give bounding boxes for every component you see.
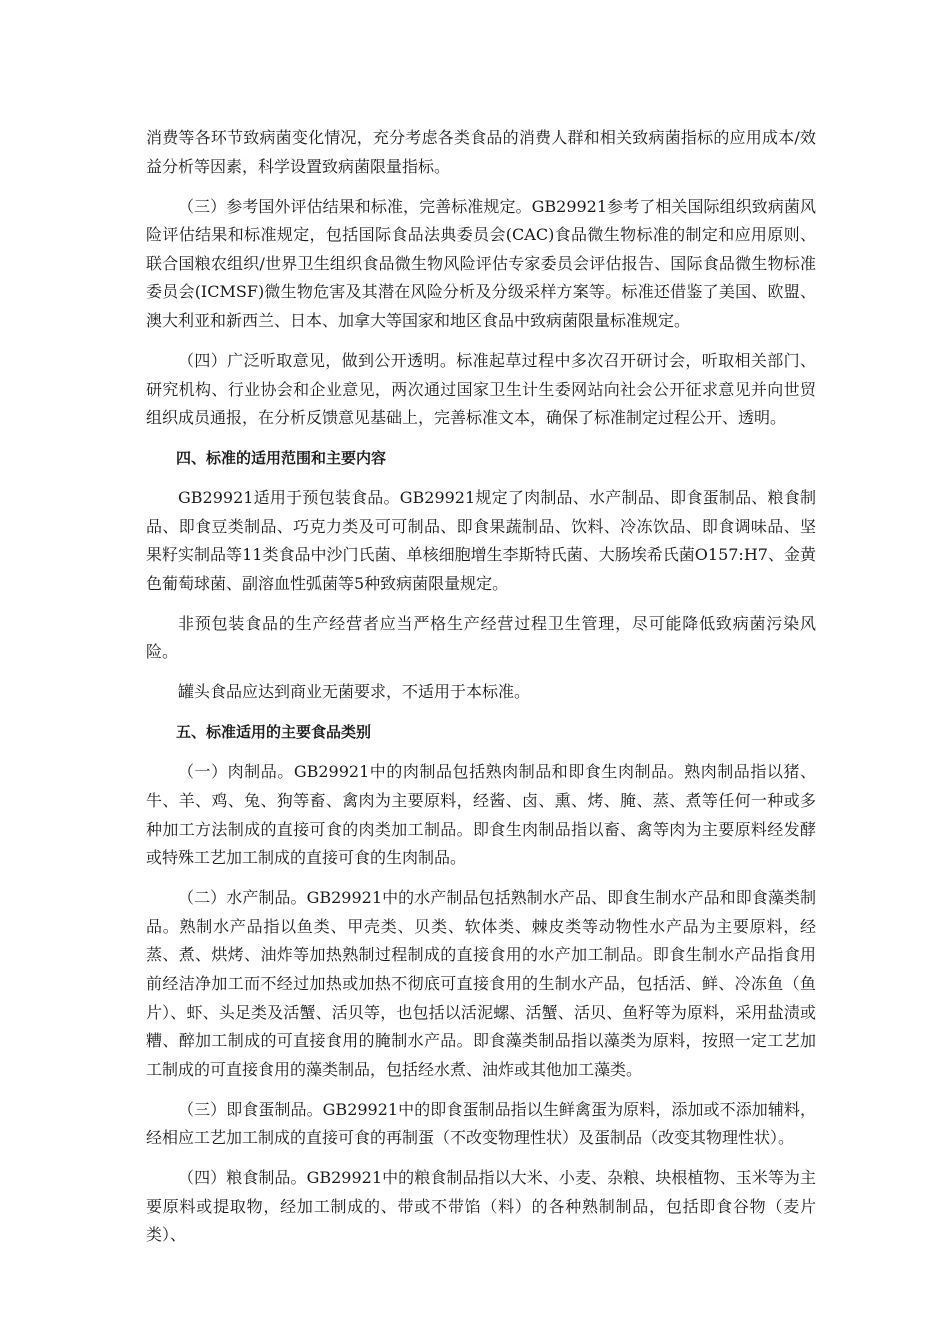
paragraph-reference-foreign-standards: （三）参考国外评估结果和标准，完善标准规定。GB29921参考了相关国际组织致病菌风险评估结果和标准规定，包括国际食品法典委员会(CAC)食品微生物标准的制定和应用原则、联合国粮农组织/世界卫生组织食品微生物风险评估专家委员会评估报告、国际食品微生物标准委员会(ICMSF)微生物危害及其潜在风险分析及分级采样方案等。标准还借鉴了美国、欧盟、澳大利亚和新西兰、日本、加拿大等国家和地区食品中致病菌限量标准规定。 <box>146 196 816 330</box>
paragraph-public-consultation: （四）广泛听取意见，做到公开透明。标准起草过程中多次召开研讨会，听取相关部门、研究机构、行业协会和企业意见，两次通过国家卫生计生委网站向社会公开征求意见并向世贸组织成员通报，在分析反馈意见基础上，完善标准文本，确保了标准制定过程公开、透明。 <box>146 350 816 428</box>
paragraph-grain-products: （四）粮食制品。GB29921中的粮食制品指以大米、小麦、杂粮、块根植物、玉米等为主要原料或提取物，经加工制成的、带或不带馅（料）的各种熟制制品，包括即食谷物（麦片类）、 <box>146 1168 816 1245</box>
section-heading-food-categories: 五、标准适用的主要食品类别 <box>176 723 372 742</box>
paragraph-canned-food: 罐头食品应达到商业无菌要求，不适用于本标准。 <box>178 682 531 702</box>
paragraph-non-prepackaged: 非预包装食品的生产经营者应当严格生产经营过程卫生管理，尽可能降低致病菌污染风险。 <box>146 613 816 662</box>
document-page <box>146 124 816 1261</box>
paragraph-egg-products: （三）即食蛋制品。GB29921中的即食蛋制品指以生鲜禽蛋为原料，添加或不添加辅料，经相应工艺加工制成的直接可食的再制蛋（不改变物理性状）及蛋制品（改变其物理性状）。 <box>146 1099 816 1148</box>
paragraph-continuation: 消费等各环节致病菌变化情况，充分考虑各类食品的消费人群和相关致病菌指标的应用成本/效益分析等因素，科学设置致病菌限量指标。 <box>146 128 816 176</box>
paragraph-meat-products: （一）肉制品。GB29921中的肉制品包括熟肉制品和即食生肉制品。熟肉制品指以猪、牛、羊、鸡、兔、狗等畜、禽肉为主要原料，经酱、卤、熏、烤、腌、蒸、煮等任何一种或多种加工方法制成的直接可食的肉类加工制品。即食生肉制品指以畜、禽等肉为主要原料经发酵或特殊工艺加工制成的直接可食的生肉制品。 <box>146 762 816 868</box>
paragraph-aquatic-products: （二）水产制品。GB29921中的水产制品包括熟制水产品、即食生制水产品和即食藻类制品。熟制水产品指以鱼类、甲壳类、贝类、软体类、棘皮类等动物性水产品为主要原料，经蒸、煮、烘烤、油炸等加热熟制过程制成的直接食用的水产加工制品。即食生制水产品指食用前经洁净加工而不经过加热或加热不彻底可直接食用的生制水产品，包括活、鲜、冷冻鱼（鱼片）、虾、头足类及活蟹、活贝等，也包括以活泥螺、活蟹、活贝、鱼籽等为原料，采用盐渍或糟、醉加工制成的可直接食用的腌制水产品。即食藻类制品指以藻类为原料，按照一定工艺加工制成的可直接食用的藻类制品，包括经水煮、油炸或其他加工藻类。 <box>146 888 816 1079</box>
paragraph-scope: GB29921适用于预包装食品。GB29921规定了肉制品、水产制品、即食蛋制品、粮食制品、即食豆类制品、巧克力类及可可制品、即食果蔬制品、饮料、冷冻饮品、即食调味品、坚果籽实制品等11类食品中沙门氏菌、单核细胞增生李斯特氏菌、大肠埃希氏菌O157:H7、金黄色葡萄球菌、副溶血性弧菌等5种致病菌限量规定。 <box>146 488 816 593</box>
section-heading-scope: 四、标准的适用范围和主要内容 <box>176 449 387 468</box>
